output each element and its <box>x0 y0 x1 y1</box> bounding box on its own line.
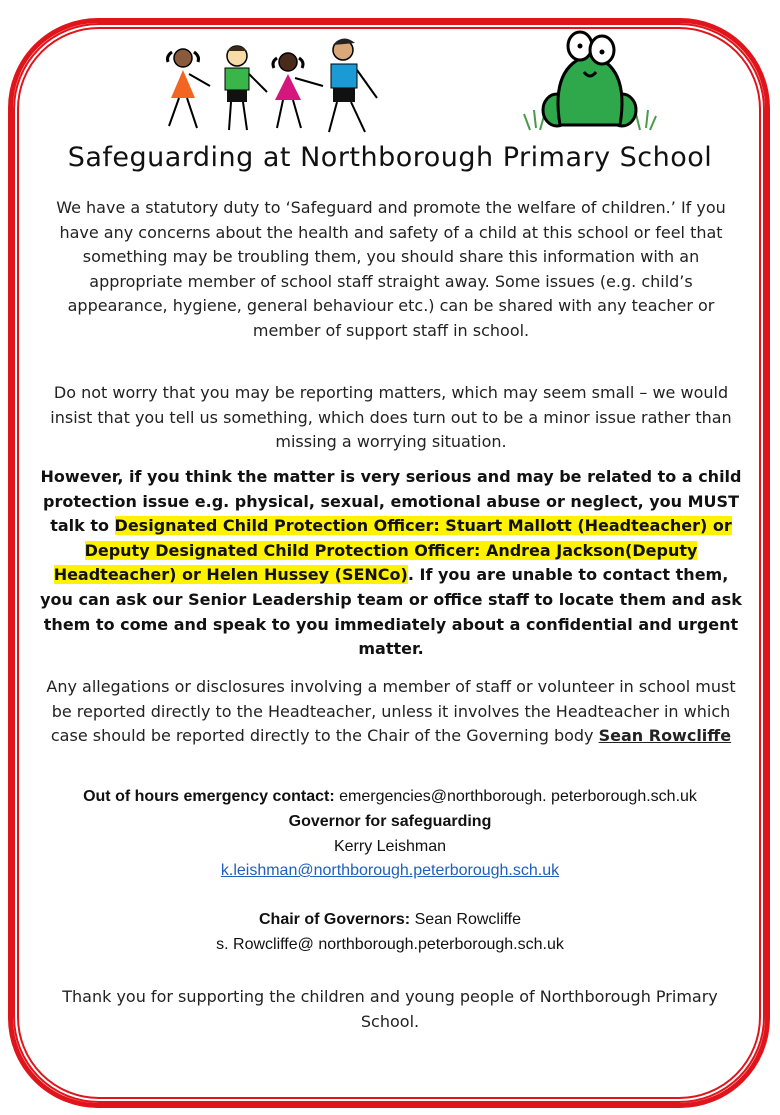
chair-label: Chair of Governors: <box>258 911 411 928</box>
emergency-contact-email: emergencies@northborough. peterborough.sch.uk <box>334 788 697 805</box>
emergency-contact-label: Out of hours emergency contact: <box>83 788 335 805</box>
reporting-paragraph: Do not worry that you may be reporting matters, which may seem small – we would insist that you tell us something, which does turn out to be a minor issue rather than missing a worrying situation. <box>50 383 732 452</box>
chair-email: s. Rowcliffe@ northborough.peterborough.sch.uk <box>216 936 564 953</box>
chair-name-underlined: Sean Rowcliffe <box>598 726 732 746</box>
intro-paragraph: We have a statutory duty to ‘Safeguard and promote the welfare of children.’ If you have any concerns about the health and safety of a child at this school or feel that something may be troubling them, you should share this information with an appropriate member of school staff straight away. Some issues (e.g. child’s appearance, hygiene, general behaviour etc.) can be shared with any teacher or member of support staff in school. <box>56 198 726 340</box>
chair-of-governors <box>0 911 780 929</box>
thank-you-message: Thank you for supporting the children and young people of Northborough Primary School. <box>62 987 718 1031</box>
emergency-contact <box>0 788 780 806</box>
child-protection-followup: . If you are unable to contact them, you can ask our Senior Leadership team or office staff to locate them and ask them to come and speak to you immediately about a confidential and urgent matter. <box>40 565 742 659</box>
child-protection-intro: However, if you think the matter is very serious and may be related to a child protection issue e.g. physical, sexual, emotional abuse or neglect, you MUST talk to <box>40 467 742 536</box>
allegations-paragraph <box>38 675 744 749</box>
page-title: Safeguarding at Northborough Primary School <box>67 142 713 173</box>
children-holding-hands-icon <box>155 38 400 138</box>
chair-name: Sean Rowcliffe <box>410 911 521 928</box>
allegations-text: Any allegations or disclosures involving a member of staff or volunteer in school must be reported directly to the Headteacher, unless it involves the Headteacher in which case should be reported directly to the Chair of the Governing body <box>46 677 736 746</box>
governor-name: Kerry Leishman <box>333 838 447 855</box>
child-protection-paragraph <box>38 465 744 662</box>
governor-email-row <box>0 862 780 880</box>
governor-heading: Governor for safeguarding <box>288 813 492 830</box>
frog-icon <box>522 30 657 135</box>
designated-officers-highlight: Designated Child Protection Officer: Stuart Mallott (Headteacher) or Deputy Designated Child Protection Officer: Andrea Jackson(Deputy Headteacher) or Helen Hussey (SENCo) <box>53 516 732 585</box>
governor-email-link[interactable]: k.leishman@northborough.peterborough.sch.uk <box>220 862 560 879</box>
